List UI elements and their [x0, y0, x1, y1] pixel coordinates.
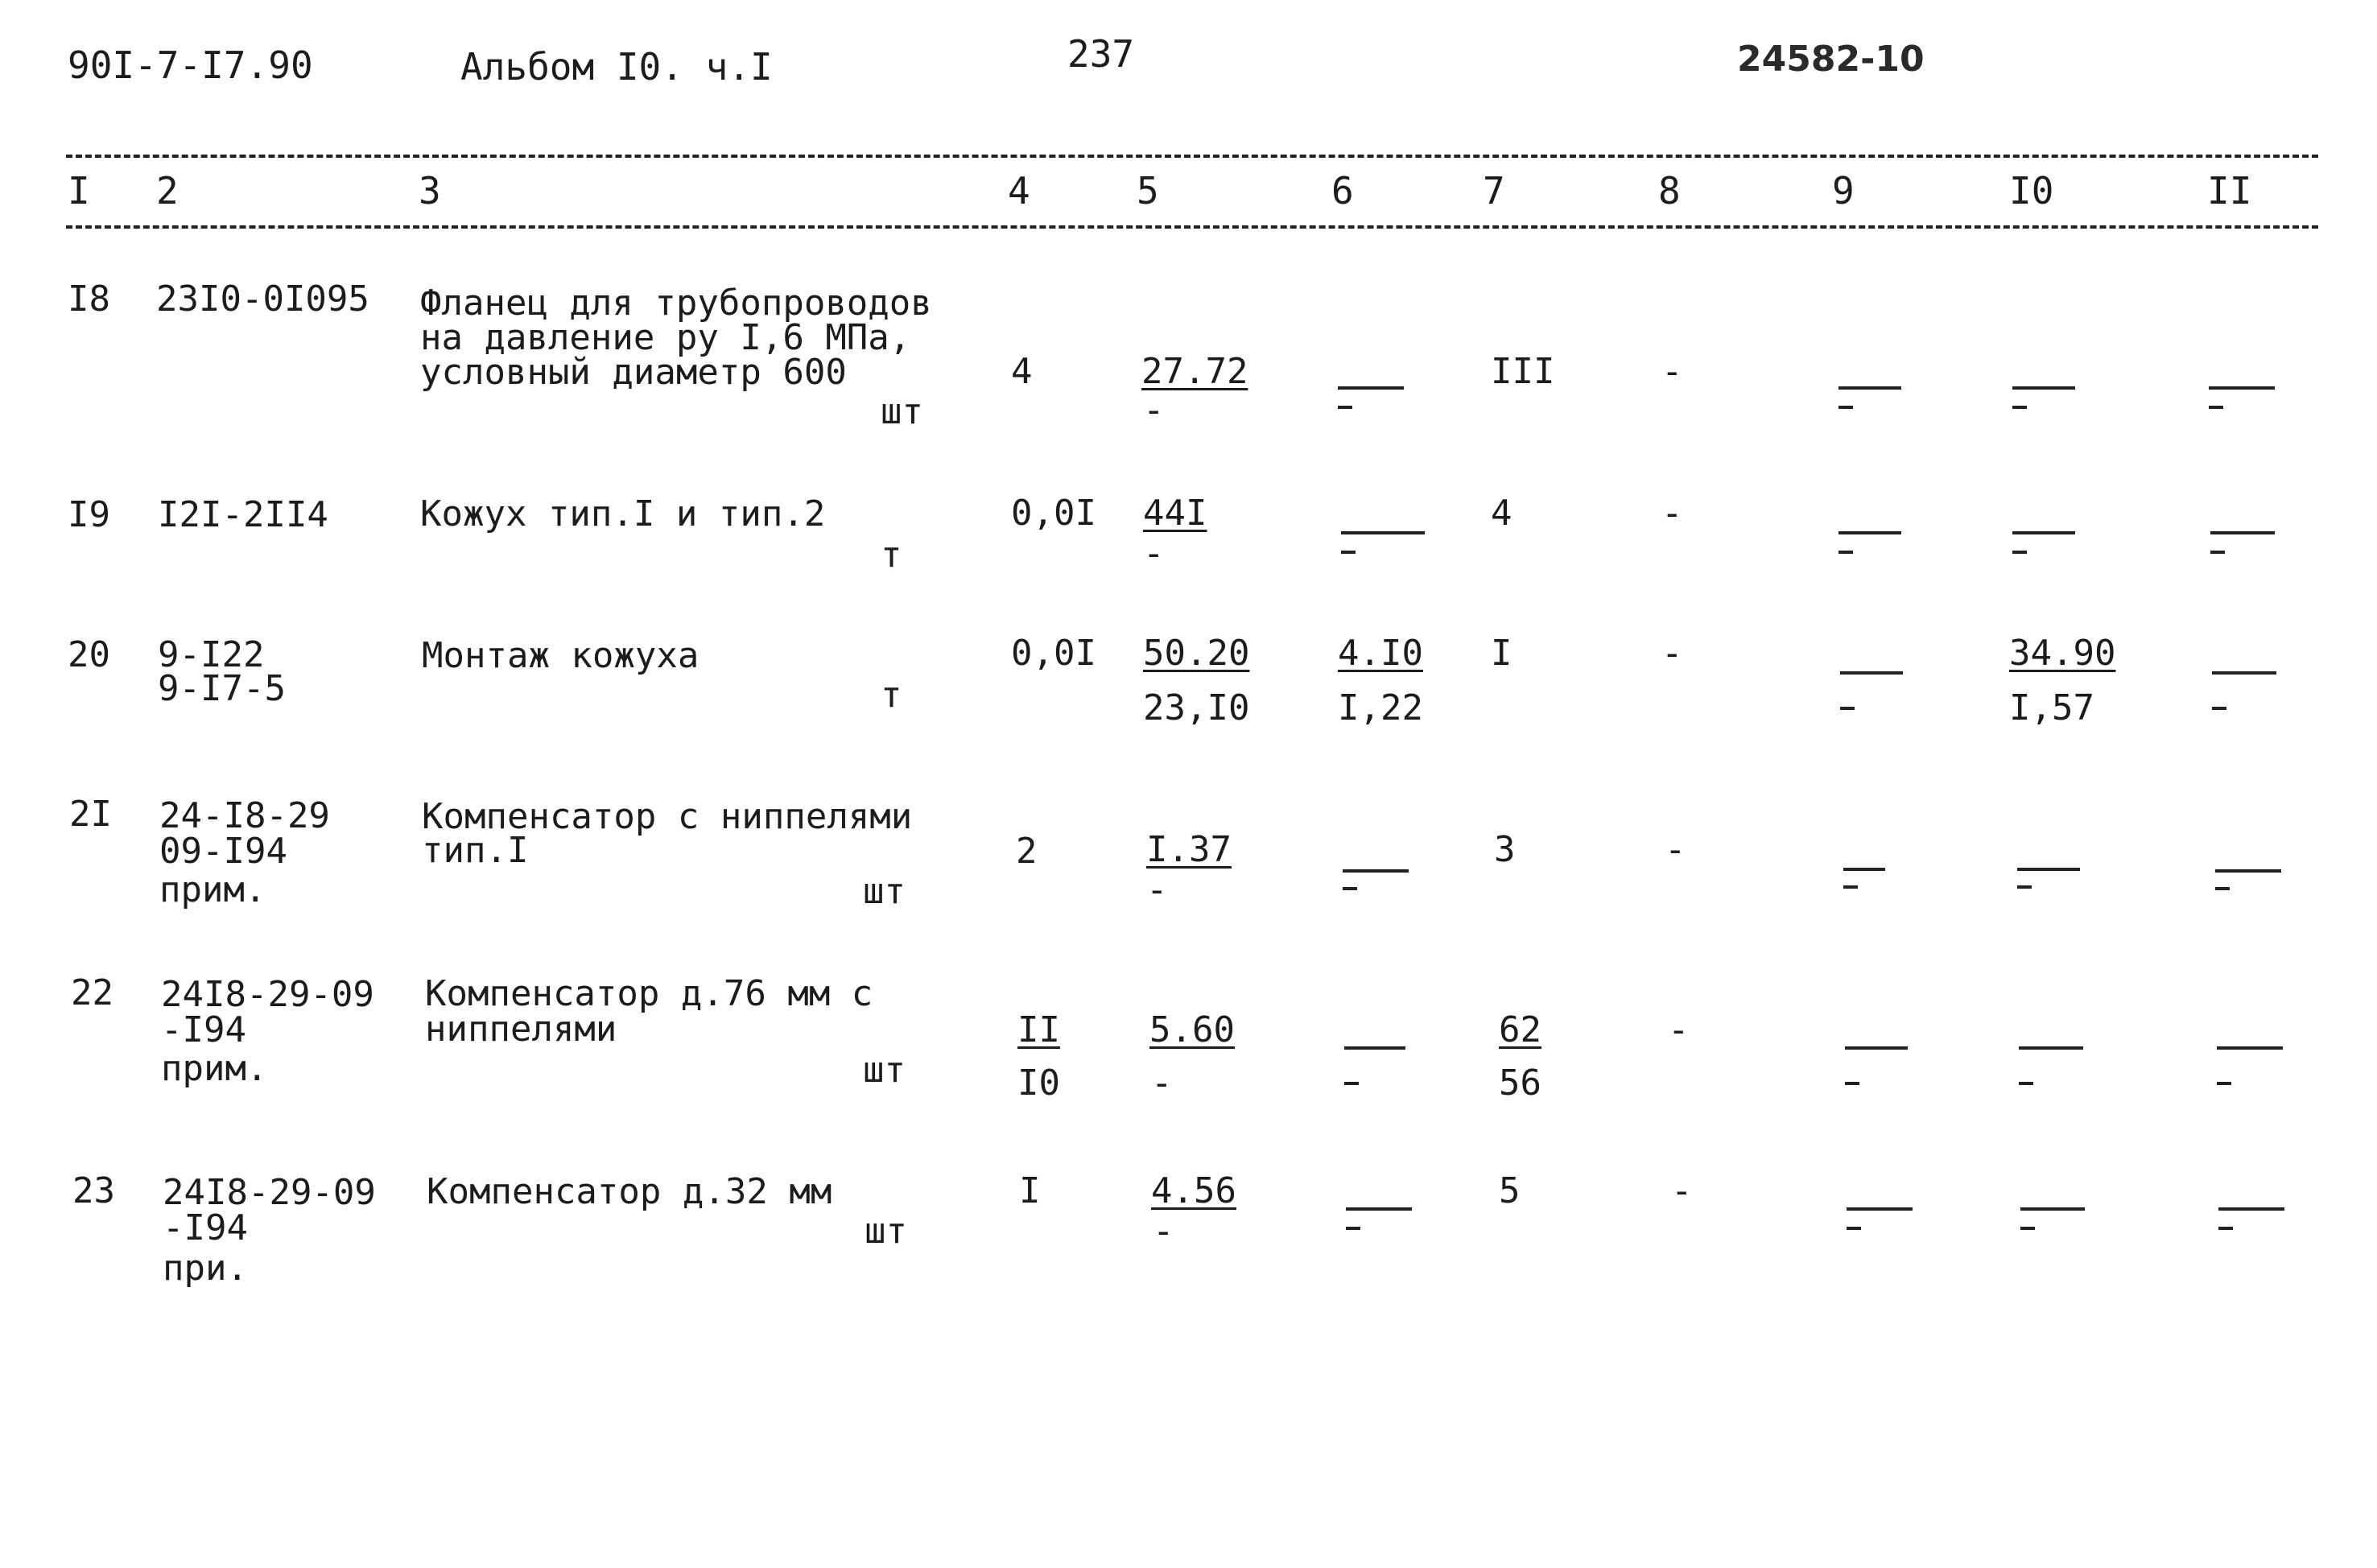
col6-empty-mark — [1338, 386, 1404, 390]
col8-value: - — [1671, 1170, 1693, 1211]
col5-value: 27.72 — [1141, 351, 1248, 392]
col5-value: 5.60 — [1149, 1009, 1235, 1050]
row-number: I9 — [68, 494, 110, 535]
col9-empty-sub-mark — [1840, 707, 1855, 710]
row-code: 9-I7-5 — [158, 668, 286, 709]
col8-value: - — [1668, 1009, 1690, 1050]
col-header-10: I0 — [2009, 169, 2054, 213]
col10-empty-mark — [2012, 386, 2075, 390]
col10-empty-sub-mark — [2017, 885, 2032, 889]
col11-empty-sub-mark — [2215, 887, 2230, 890]
row-unit: шт — [881, 391, 923, 432]
row-description: ниппелями — [425, 1009, 617, 1050]
col11-empty-mark — [2210, 531, 2275, 534]
col10-empty-sub-mark — [2019, 1082, 2033, 1085]
col7-sub-value: 56 — [1499, 1063, 1541, 1104]
col10-empty-mark — [2017, 868, 2080, 871]
row-description: Кожух тип.I и тип.2 — [420, 493, 826, 534]
col11-empty-sub-mark — [2217, 1082, 2231, 1085]
col8-value: - — [1665, 829, 1686, 870]
row-code: 24I8-29-09 — [161, 974, 374, 1015]
col6-empty-sub-mark — [1346, 1227, 1360, 1230]
col10-empty-sub-mark — [2020, 1227, 2035, 1230]
col-header-4: 4 — [1008, 169, 1030, 213]
row-description: Компенсатор д.76 мм с — [425, 973, 873, 1014]
col5-sub-value: - — [1146, 869, 1168, 910]
col6-empty-sub-mark — [1344, 1082, 1359, 1085]
row-description: Фланец для трубопроводов — [420, 283, 932, 324]
col9-empty-sub-mark — [1843, 885, 1858, 889]
row-description: Монтаж кожуха — [422, 635, 699, 676]
stamp-number: 24582-10 — [1737, 39, 1925, 80]
col11-empty-mark — [2212, 671, 2276, 675]
row-number: 23 — [72, 1170, 115, 1211]
row-number: 20 — [68, 634, 110, 675]
row-qty: 0,0I — [1011, 493, 1096, 534]
col-header-2: 2 — [156, 169, 179, 213]
col6-empty-mark — [1346, 1207, 1412, 1211]
col11-empty-mark — [2215, 869, 2281, 873]
col10-empty-sub-mark — [2012, 551, 2027, 554]
col11-empty-sub-mark — [2212, 707, 2226, 710]
col5-sub-value: 23,I0 — [1143, 687, 1250, 728]
header-bottom-rule — [66, 225, 2318, 229]
row-unit: шт — [863, 871, 906, 912]
row-code: 24I8-29-09 — [163, 1172, 376, 1213]
col9-empty-mark — [1845, 1046, 1908, 1050]
col-header-5: 5 — [1137, 169, 1159, 213]
row-code: 9-I22 — [158, 634, 265, 675]
col5-value: 4.56 — [1151, 1170, 1236, 1211]
row-code: I2I-2II4 — [158, 494, 328, 535]
col9-empty-sub-mark — [1838, 551, 1853, 554]
row-code: -I94 — [161, 1009, 246, 1050]
col11-empty-sub-mark — [2218, 1227, 2233, 1230]
row-code: прим. — [161, 1048, 268, 1089]
row-description: условный диаметр 600 — [420, 352, 847, 393]
col8-value: - — [1661, 493, 1683, 534]
row-description: Компенсатор с ниппелями — [422, 796, 913, 837]
col6-empty-sub-mark — [1338, 406, 1352, 409]
doc-code: 90I-7-I7.90 — [68, 43, 313, 87]
row-qty: 0,0I — [1011, 633, 1096, 674]
col5-value: 44I — [1143, 493, 1207, 534]
row-unit: шт — [863, 1050, 906, 1091]
col6-empty-mark — [1344, 1046, 1405, 1050]
col5-value: I.37 — [1146, 829, 1232, 870]
col10-empty-mark — [2020, 1207, 2085, 1211]
col6-empty-sub-mark — [1343, 887, 1357, 890]
col9-empty-sub-mark — [1845, 1082, 1859, 1085]
col-header-8: 8 — [1658, 169, 1681, 213]
row-code: -I94 — [163, 1207, 248, 1248]
col5-sub-value: - — [1143, 533, 1165, 574]
row-code: прим. — [159, 869, 266, 910]
col10-empty-mark — [2019, 1046, 2083, 1050]
col7-value: III — [1491, 351, 1555, 392]
row-number: 2I — [69, 794, 112, 835]
col6-value: 4.I0 — [1338, 633, 1423, 674]
col-header-3: 3 — [419, 169, 441, 213]
col7-value: 5 — [1499, 1170, 1521, 1211]
col9-empty-sub-mark — [1847, 1227, 1861, 1230]
header-top-rule — [66, 155, 2318, 158]
row-unit: т — [881, 534, 902, 576]
col7-value: I — [1491, 633, 1512, 674]
col8-value: - — [1661, 351, 1683, 392]
col-header-6: 6 — [1331, 169, 1354, 213]
row-number: I8 — [68, 279, 110, 320]
col-header-7: 7 — [1483, 169, 1505, 213]
col7-value: 62 — [1499, 1009, 1541, 1050]
col6-empty-sub-mark — [1341, 551, 1356, 554]
col9-empty-mark — [1838, 531, 1901, 534]
col10-value: 34.90 — [2009, 633, 2116, 674]
col11-empty-sub-mark — [2209, 406, 2223, 409]
col7-value: 4 — [1491, 493, 1512, 534]
col8-value: - — [1661, 633, 1683, 674]
col9-empty-sub-mark — [1838, 406, 1853, 409]
row-qty-sub: I0 — [1017, 1063, 1060, 1104]
col11-empty-mark — [2209, 386, 2275, 390]
col6-empty-mark — [1343, 869, 1409, 873]
row-description: тип.I — [422, 830, 529, 871]
col5-sub-value: - — [1143, 390, 1165, 431]
col5-value: 50.20 — [1143, 633, 1250, 674]
col10-sub-value: I,57 — [2009, 687, 2094, 728]
col9-empty-mark — [1847, 1207, 1913, 1211]
row-description: Компенсатор д.32 мм — [427, 1171, 832, 1212]
col-header-9: 9 — [1832, 169, 1855, 213]
page-number: 237 — [1067, 32, 1135, 76]
col6-sub-value: I,22 — [1338, 687, 1423, 728]
col11-empty-mark — [2218, 1207, 2284, 1211]
col7-value: 3 — [1494, 829, 1516, 870]
col11-empty-mark — [2217, 1046, 2283, 1050]
row-qty: 4 — [1011, 351, 1033, 392]
row-code: 24-I8-29 — [159, 795, 330, 836]
row-code: 23I0-0I095 — [156, 279, 369, 320]
row-qty: II — [1017, 1009, 1060, 1050]
col10-empty-sub-mark — [2012, 406, 2027, 409]
row-qty: I — [1019, 1170, 1041, 1211]
col5-sub-value: - — [1151, 1063, 1173, 1104]
row-qty: 2 — [1016, 831, 1038, 872]
col9-empty-mark — [1843, 868, 1885, 871]
row-unit: шт — [865, 1211, 907, 1252]
col-header-11: II — [2207, 169, 2252, 213]
album-label: Альбом I0. ч.I — [460, 45, 773, 89]
col5-sub-value: - — [1153, 1211, 1174, 1252]
col11-empty-sub-mark — [2210, 551, 2225, 554]
row-code: 09-I94 — [159, 831, 287, 872]
col9-empty-mark — [1838, 386, 1901, 390]
col10-empty-mark — [2012, 531, 2075, 534]
col9-empty-mark — [1840, 671, 1903, 675]
row-unit: т — [881, 675, 902, 716]
row-description: на давление ру I,6 МПа, — [420, 317, 911, 358]
row-number: 22 — [71, 972, 113, 1013]
col-header-1: I — [68, 169, 90, 213]
row-code: при. — [163, 1248, 248, 1289]
col6-empty-mark — [1341, 531, 1425, 534]
